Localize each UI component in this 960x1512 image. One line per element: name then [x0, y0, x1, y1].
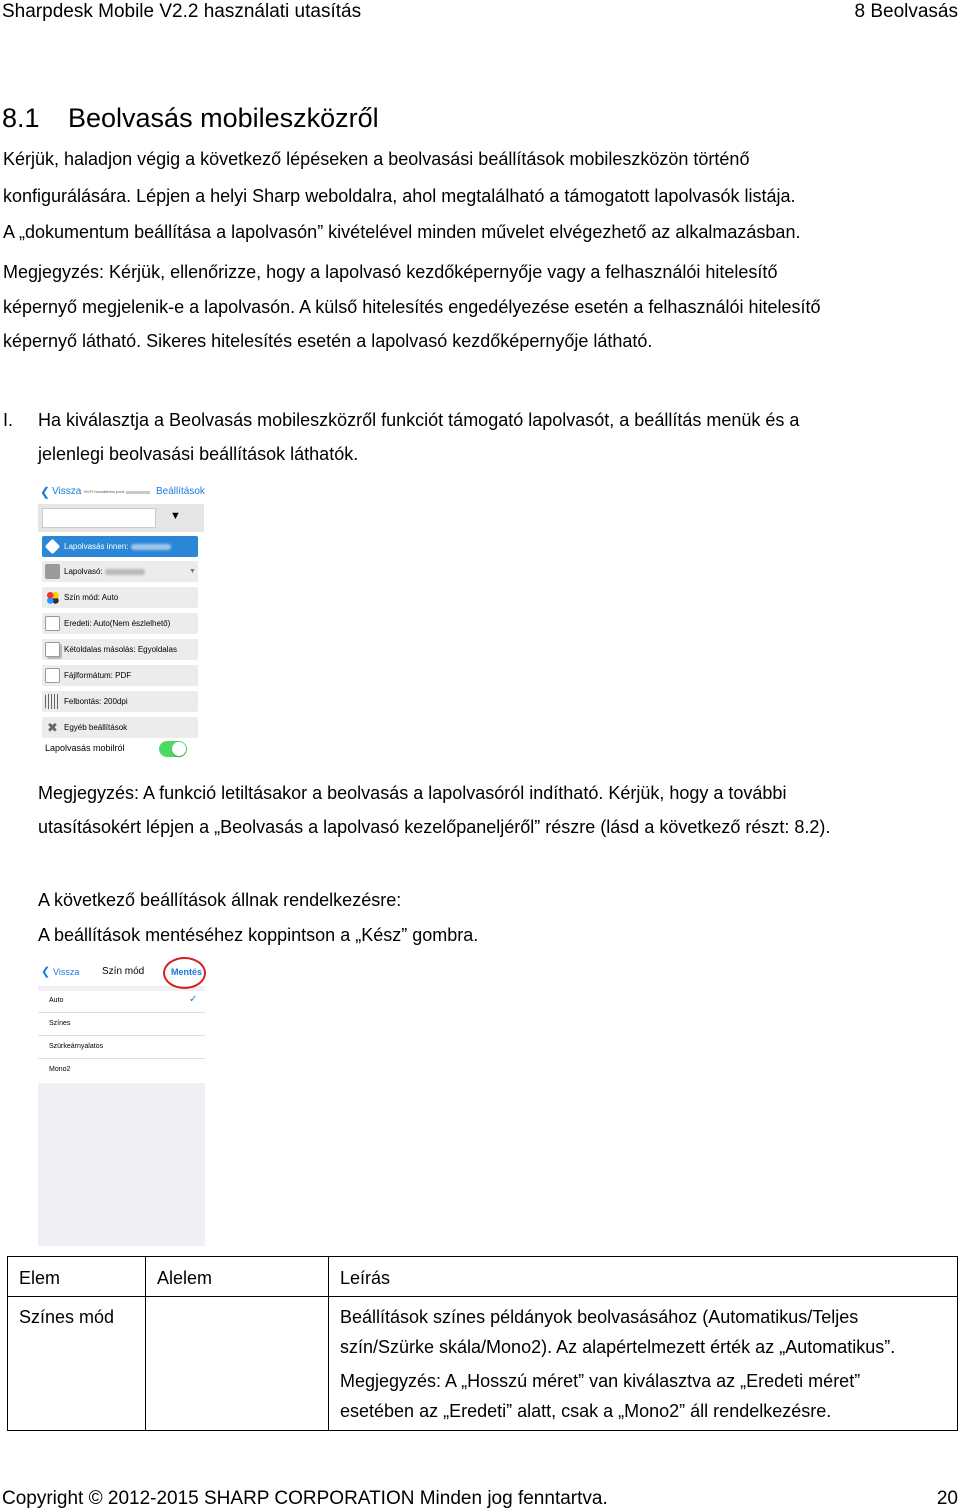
page-number: 20 — [936, 1488, 958, 1509]
color-mode-icon — [45, 590, 60, 605]
row-label-text: Felbontás: 200dpi — [64, 697, 128, 706]
row-duplex[interactable] — [42, 639, 198, 660]
file-format-icon — [45, 668, 60, 683]
settings-title: Beállítások — [156, 486, 205, 497]
settings-nav-bar — [38, 482, 204, 504]
settings-table — [7, 1256, 958, 1431]
running-header-chapter: 8 Beolvasás — [854, 1, 958, 22]
option-mono2[interactable] — [38, 1060, 205, 1082]
scanner-dropdown-bar[interactable] — [38, 504, 204, 532]
row-label-text: Egyéb beállítások — [64, 723, 128, 732]
scanner-search-field[interactable] — [42, 508, 156, 528]
chevron-down-icon[interactable]: ▼ — [189, 568, 196, 575]
step-marker: I. — [3, 410, 14, 430]
scanner-icon — [45, 564, 60, 579]
row-file-format[interactable] — [42, 665, 198, 686]
chevron-left-icon[interactable]: ❮ — [41, 966, 51, 978]
intro-line: Kérjük, haladjon végig a következő lépéseken a beolvasási beállítások mobileszközön történő — [3, 149, 750, 169]
scan-from-mobile-toggle[interactable] — [159, 741, 187, 757]
original-icon — [45, 616, 60, 631]
row-original[interactable] — [42, 613, 198, 634]
back-button[interactable]: Vissza — [53, 967, 80, 977]
option-auto[interactable] — [38, 991, 205, 1013]
row-label-text: Kétoldalas másolás: Egyoldalas — [64, 645, 177, 654]
table-header-item: Elem — [8, 1257, 146, 1297]
color-mode-nav-bar — [38, 960, 205, 986]
table-header-subitem: Alelem — [146, 1257, 329, 1297]
wifi-value-blurred — [126, 491, 150, 494]
option-label: Mono2 — [49, 1066, 71, 1073]
option-label: Szürkeárnyalatos — [49, 1043, 104, 1050]
note-line: Megjegyzés: Kérjük, ellenőrizze, hogy a lapolvasó kezdőképernyője vagy a felhasználói hitelesítő — [3, 262, 778, 282]
running-header-title: Sharpdesk Mobile V2.2 használati utasítás — [2, 1, 362, 22]
toggle-knob — [172, 742, 186, 756]
wrench-icon: ✖ — [47, 720, 58, 735]
section-title — [2, 100, 379, 136]
available-line: A beállítások mentéséhez koppintson a „Kész” gombra. — [38, 925, 479, 945]
blurred-value — [105, 569, 145, 575]
blurred-value — [131, 544, 171, 550]
row-color-mode[interactable] — [42, 587, 198, 608]
step-line: jelenlegi beolvasási beállítások láthatók. — [38, 444, 359, 464]
wifi-label: Wi-Fi hozzáférési pont: — [84, 489, 125, 494]
description-line: Beállítások színes példányok beolvasásához (Automatikus/Teljes — [340, 1307, 859, 1327]
checkmark-icon: ✓ — [189, 994, 198, 1005]
highlight-circle — [163, 957, 206, 989]
section-title-text: Beolvasás mobileszközről — [68, 103, 379, 133]
intro-line: A „dokumentum beállítása a lapolvasón” kivételével minden művelet elvégezhető az alkalmazásban. — [3, 222, 801, 242]
color-mode-screenshot — [38, 960, 205, 1246]
description-note-line: esetében az „Eredeti” alatt, csak a „Mono2” áll rendelkezésre. — [340, 1401, 832, 1421]
step-line: Ha kiválasztja a Beolvasás mobileszközről funkciót támogató lapolvasót, a beállítás menük és a — [38, 410, 800, 430]
screen-title: Szín mód — [102, 966, 145, 977]
table-header-row — [8, 1257, 958, 1297]
option-color[interactable] — [38, 1014, 205, 1036]
chevron-left-icon[interactable]: ❮ — [40, 485, 51, 499]
row-scan-from-label — [64, 536, 171, 557]
dropdown-icon[interactable]: ▼ — [170, 510, 181, 522]
row-label-text: Eredeti: Auto(Nem észlelhető) — [64, 619, 171, 628]
option-label: Auto — [49, 997, 64, 1004]
save-button[interactable]: Mentés — [171, 967, 203, 977]
row-label-text: Lapolvasó: — [64, 567, 103, 576]
settings-screenshot — [38, 482, 204, 764]
row-scanner-label — [64, 561, 145, 582]
table-row — [8, 1297, 958, 1431]
option-label: Színes — [49, 1020, 71, 1027]
row-label-text: Fájlformátum: PDF — [64, 671, 132, 680]
row-scan-from[interactable] — [42, 536, 198, 557]
row-resolution[interactable] — [42, 691, 198, 712]
resolution-icon — [45, 694, 60, 709]
note-line: képernyő megjelenik-e a lapolvasón. A külső hitelesítés engedélyezése esetén a felhasználói hitelesítő — [3, 297, 821, 317]
note-line: képernyő látható. Sikeres hitelesítés esetén a lapolvasó kezdőképernyője látható. — [3, 331, 653, 351]
note-line: utasításokért lépjen a „Beolvasás a lapolvasó kezelőpaneljéről” részre (lásd a következő részt: 8.2). — [38, 817, 831, 837]
table-cell-description — [329, 1297, 958, 1431]
option-grayscale[interactable] — [38, 1037, 205, 1059]
note-line: Megjegyzés: A funkció letiltásakor a beolvasás a lapolvasóról indítható. Kérjük, hogy a további — [38, 783, 787, 803]
footer-copyright: Copyright © 2012-2015 SHARP CORPORATION Minden jog fenntartva. — [2, 1488, 608, 1509]
color-mode-options — [38, 991, 205, 1083]
table-cell-item: Színes mód — [8, 1297, 146, 1431]
duplex-icon — [45, 642, 60, 657]
row-scanner[interactable] — [42, 561, 198, 582]
intro-line: konfigurálására. Lépjen a helyi Sharp weboldalra, ahol megtalálható a támogatott lapolvasók listája. — [3, 186, 796, 206]
row-label-text: Szín mód: Auto — [64, 593, 119, 602]
back-button[interactable]: Vissza — [52, 486, 82, 497]
row-label-text: Lapolvasás innen: — [64, 542, 129, 551]
scan-from-mobile-label: Lapolvasás mobilról — [45, 743, 125, 753]
table-header-description: Leírás — [329, 1257, 958, 1297]
row-other-settings[interactable] — [42, 717, 198, 738]
description-note-line: Megjegyzés: A „Hosszú méret” van kiválasztva az „Eredeti méret” — [340, 1371, 861, 1391]
scan-from-icon — [45, 539, 61, 555]
available-line: A következő beállítások állnak rendelkezésre: — [38, 890, 402, 910]
section-number: 8.1 — [2, 103, 40, 133]
table-cell-subitem — [146, 1297, 329, 1431]
description-line: szín/Szürke skála/Mono2). Az alapértelmezett érték az „Automatikus”. — [340, 1337, 896, 1357]
